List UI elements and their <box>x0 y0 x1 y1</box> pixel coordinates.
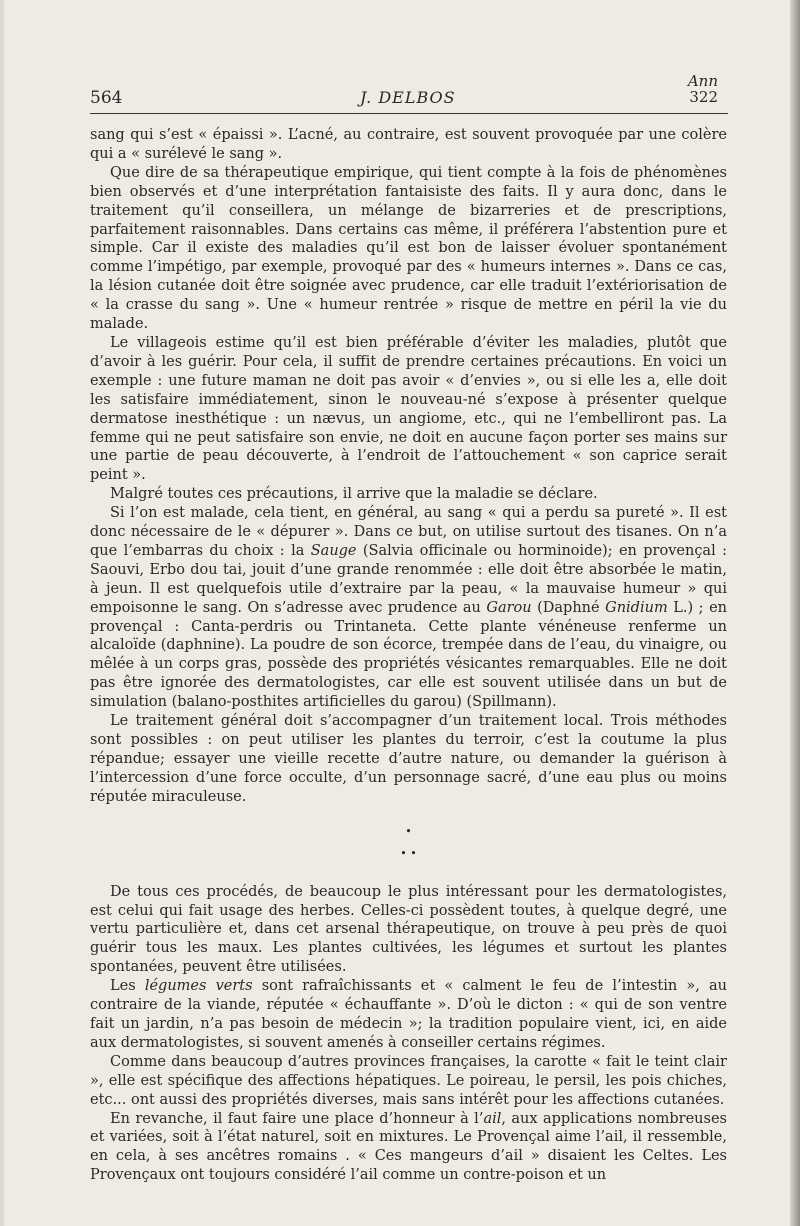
paragraph: Le villageois estime qu’il est bien préférable d’éviter les maladies, plutôt que d’avoir à les guérir. Pour cela, il suffit de prendre certaines précautions. En voici un exemple : une future maman ne doit pas avoir « d’envies », ou si elle les a, elle doit les satisfaire immédiatement, sinon le nouveau-né s’expose à présenter quelque dermatose inesthétique : un nævus, un angiome, etc., qui ne l’embelliront pas. La femme qui ne peut satisfaire son envie, ne doit en aucune façon porter ses mains sur une partie de peau découverte, à l’endroit de l’attouchement « son caprice serait peint ». <box>90 334 727 484</box>
paragraph: sang qui s’est « épaissi ». L’acné, au contraire, est souvent provoquée par une colère qui a « surélevé le sang ». <box>90 127 727 162</box>
page-number: 564 <box>90 88 123 108</box>
paragraph: De tous ces procédés, de beaucoup le plus intéressant pour les dermatologistes, est celui qui fait usage des herbes. Celles-ci possèdent toutes, à quelque degré, une vertu particulière et, dans cet arsenal thérapeutique, on trouve à peu près de quoi guérir tous les maux. Les plantes cultivées, les légumes et surtout les plantes spontanées, peuvent être utilisées. <box>90 883 727 976</box>
running-author: J. DELBOS <box>360 88 456 107</box>
section-asterism <box>90 821 727 865</box>
paragraph: Si l’on est malade, cela tient, en général, au sang « qui a perdu sa pureté ». Il est donc nécessaire de le « dépurer ». Dans ce but, on utilise surtout des tisanes. On n’a que l’embarras du choix : la Sauge (Salvia officinale ou horminoide); en provençal : Saouvi, Erbo dou tai, jouit d’une grande renommée : elle doit être absorbée le matin, à jeun. Il est quelquefois utile d’extraire par la peau, « la mauvaise humeur » qui empoisonne le sang. On s’adresse avec prudence au Garou (Daphné Gnidium L.) ; en provençal : Canta-perdris ou Trintaneta. Cette plante vénéneuse renferme un alcaloïde (daphnine). La poudre de son écorce, trempée dans de l’eau, du vinaigre, ou mêlée à un corps gras, possède des propriétés vésicantes remarquables. Elle ne doit pas être ignorée des dermatologistes, car elle est souvent utilisée dans un but de simulation (balano-posthites artificielles du garou) (Spillmann). <box>90 505 727 711</box>
paragraph: Le traitement général doit s’accompagner d’un traitement local. Trois méthodes sont possibles : on peut utiliser les plantes du terroir, c’est la coutume la plus répandue; essayer une vieille recette d’autre nature, ou demander la guérison à l’intercession d’une force occulte, d’un personnage sacré, d’une eau plus ou moins réputée miraculeuse. <box>90 713 727 805</box>
italic-term: Gnidium <box>605 599 668 616</box>
paragraph: Malgré toutes ces précautions, il arrive que la maladie se déclare. <box>110 486 598 503</box>
paragraph: Que dire de sa thérapeutique empirique, qui tient compte à la fois de phénomènes bien observés et d’une interprétation fantaisiste des faits. Il y aura donc, dans le traitement qu’il conseillera, un mélange de bizarreries et de prescriptions, parfaitement raisonnables. Dans certains cas même, il préférera l’abstention pure et simple. Car il existe des maladies qu’il est bon de laisser évoluer spontanément comme l’impétigo, par exemple, provoqué par des « humeurs internes ». Dans ce cas, la lésion cutanée doit être soignée avec prudence, car elle traduit l’extériorisation de « la crasse du sang ». Une « humeur rentrée » risque de mettre en péril la vie du malade. <box>90 164 727 333</box>
paragraph: En revanche, il faut faire une place d’honneur à l’ail, aux applications nombreuses et variées, soit à l’état naturel, soit en mixtures. Le Provençal aime l’ail, il ressemble, en cela, à ses ancêtres romains . « Ces mangeurs d’ail » disaient les Celtes. Les Provençaux ont toujours considéré l’ail comme un contre-poison et un <box>90 1110 727 1184</box>
header-rule <box>90 113 728 114</box>
page-left-edge <box>0 0 4 1226</box>
italic-term: ail <box>483 1110 502 1127</box>
running-head <box>90 60 728 110</box>
italic-term: Garou <box>486 599 532 616</box>
italic-term: Sauge <box>310 542 357 559</box>
asterism-row: • <box>405 824 412 838</box>
italic-term: légumes verts <box>144 978 253 995</box>
body-text <box>90 126 727 1185</box>
sheet-number: 322 <box>689 88 718 106</box>
header-ann: Ann <box>687 72 718 90</box>
paragraph: Les légumes verts sont rafraîchissants et « calment le feu de l’intestin », au contraire de la viande, réputée « échauffante ». D’où le dicton : « qui de son ventre fait un jardin, n’a pas besoin de médecin »; la tradition populaire vient, ici, en aide aux dermatologistes, si souvent amenés à conseiller certains régimes. <box>90 978 727 1051</box>
page-binding-edge <box>790 0 800 1226</box>
asterism-row: • • <box>400 846 417 860</box>
paragraph: Comme dans beaucoup d’autres provinces françaises, la carotte « fait le teint clair », elle est spécifique des affections hépatiques. Le poireau, le persil, les pois chiches, etc... ont aussi des propriétés diverses, mais sans intérêt pour les affections cutanées. <box>90 1053 727 1108</box>
